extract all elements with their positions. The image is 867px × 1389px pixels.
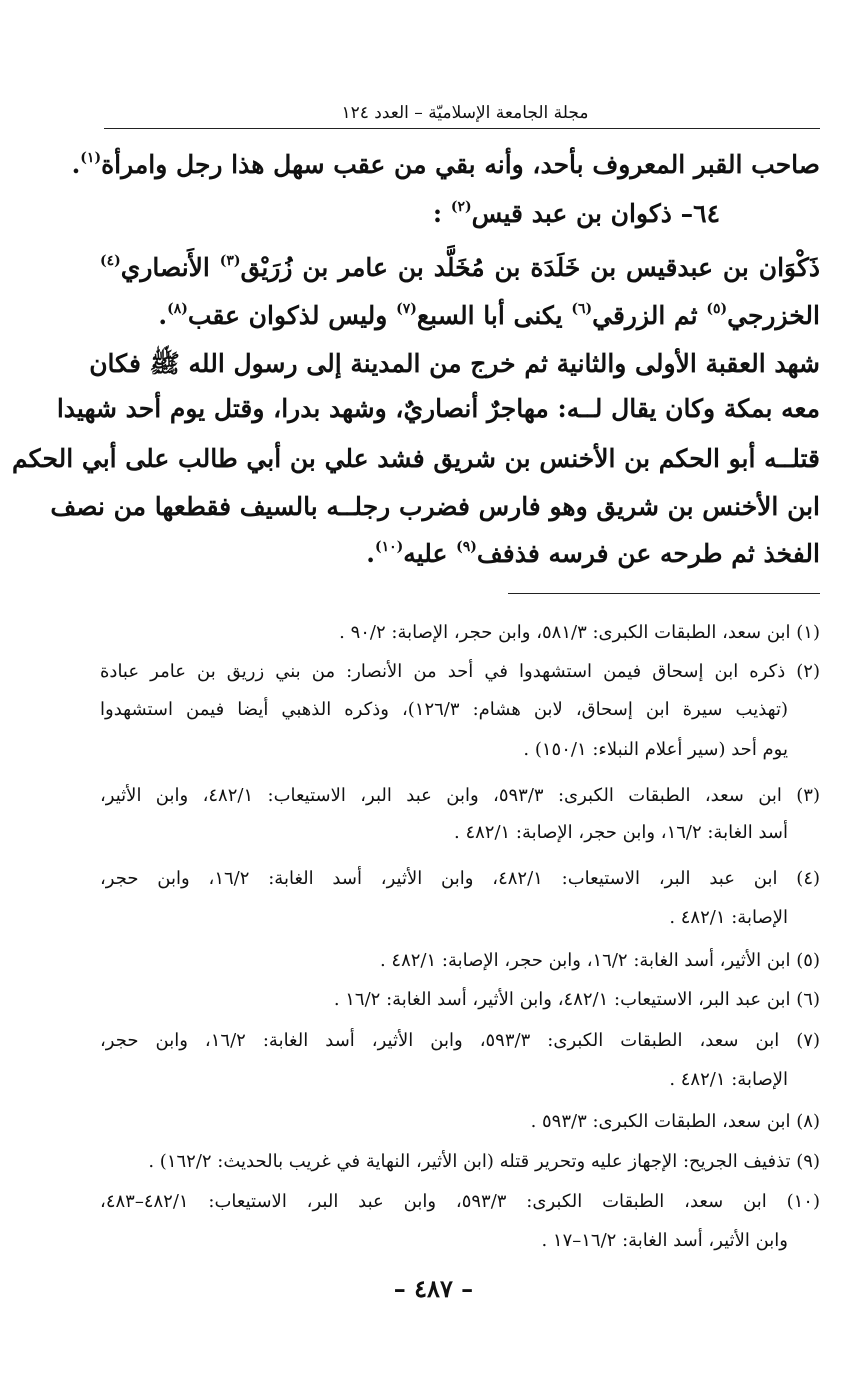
body-text: . — [71, 150, 81, 179]
footnote-7-cont: الإصابة: ٤٨٢/١ . — [669, 1069, 788, 1090]
footnote-ref-3: (٣) — [219, 252, 241, 269]
body-text: ذَكْوَان بن عبدقيس بن خَلَدَة بن مُخَلَّد بن عامر بن زُرَيْق — [240, 253, 820, 282]
footnote-separator — [508, 593, 820, 594]
footnote-4: (٤) ابن عبد البر، الاستيعاب: ٤٨٢/١، وابن الأثير، أسد الغابة: ١٦/٢، وابن حجر، — [100, 868, 821, 889]
footnote-ref-1: (١) — [80, 149, 102, 166]
header-rule — [104, 128, 820, 129]
footnote-ref-5: (٥) — [706, 300, 728, 317]
body-line-7: قتلــه أبو الحكم بن الأخنس بن شريق فشد علي بن أبي طالب على أبي الحكم — [12, 444, 820, 473]
footnote-10: (١٠) ابن سعد، الطبقات الكبرى: ٥٩٣/٣، وابن عبد البر، الاستيعاب: ٤٨٢/١–٤٨٣، — [100, 1191, 820, 1212]
body-line-4 — [100, 298, 820, 334]
body-line-6: معه بمكة وكان يقال لــه: مهاجرٌ أنصاريٌ، وشهد بدرا، وقتل يوم أحد شهيدا — [56, 394, 820, 423]
footnote-8: (٨) ابن سعد، الطبقات الكبرى: ٥٩٣/٣ . — [530, 1111, 820, 1132]
footnote-5: (٥) ابن الأثير، أسد الغابة: ١٦/٢، وابن حجر، الإصابة: ٤٨٢/١ . — [379, 950, 820, 971]
body-text: صاحب القبر المعروف بأحد، وأنه بقي من عقب سهل هذا رجل وامرأة — [101, 150, 820, 179]
footnote-ref-9: (٩) — [456, 538, 477, 555]
entry-title: ٦٤– ذكوان بن عبد قيس — [471, 199, 720, 228]
footnote-2-cont: (تهذيب سيرة ابن إسحاق، لابن هشام: ١٢٦/٣)، وذكره الذهبي أيضا فيمن استشهدوا — [100, 699, 788, 720]
body-line-9 — [100, 536, 820, 572]
body-text: الفخذ ثم طرحه عن فرسه فذفف — [476, 539, 820, 568]
body-text: الخزرجي — [727, 301, 820, 330]
body-text: . — [158, 301, 168, 330]
body-line-8: ابن الأخنس بن شريق وهو فارس فضرب رجلــه بالسيف فقطعها من نصف — [50, 492, 820, 521]
footnote-7: (٧) ابن سعد، الطبقات الكبرى: ٥٩٣/٣، وابن الأثير، أسد الغابة: ١٦/٢، وابن حجر، — [100, 1030, 820, 1051]
page-number: – ٤٨٧ – — [393, 1274, 474, 1303]
footnote-ref-8: (٨) — [167, 300, 188, 317]
body-line-5: شهد العقبة الأولى والثانية ثم خرج من المدينة إلى رسول الله ﷺ فكان — [89, 349, 820, 378]
footnote-ref-6: (٦) — [571, 300, 593, 317]
footnote-ref-4: (٤) — [100, 252, 121, 269]
footnote-1: (١) ابن سعد، الطبقات الكبرى: ٥٨١/٣، وابن حجر، الإصابة: ٩٠/٢ . — [339, 622, 820, 643]
body-text: الأَنصاري — [120, 253, 220, 282]
body-text: ثم الزرقي — [592, 301, 707, 330]
entry-heading — [100, 196, 820, 232]
body-text: يكنى أبا السبع — [416, 301, 572, 330]
body-line-3 — [100, 250, 820, 286]
footnote-3: (٣) ابن سعد، الطبقات الكبرى: ٥٩٣/٣، وابن عبد البر، الاستيعاب: ٤٨٢/١، وابن الأثير، — [100, 785, 820, 806]
footnote-4-cont: الإصابة: ٤٨٢/١ . — [669, 907, 788, 928]
body-text: وليس لذكوان عقب — [187, 301, 397, 330]
footnote-10-cont: وابن الأثير، أسد الغابة: ١٦/٢–١٧ . — [541, 1230, 788, 1251]
footnote-ref-7: (٧) — [396, 300, 417, 317]
footnote-3-cont: أسد الغابة: ١٦/٢، وابن حجر، الإصابة: ٤٨٢/١ . — [454, 822, 788, 843]
body-text: عليه — [403, 539, 457, 568]
running-header: مجلة الجامعة الإسلاميّة – العدد ١٢٤ — [341, 103, 589, 123]
footnote-ref-10: (١٠) — [374, 538, 404, 555]
footnote-2-cont: يوم أحد (سير أعلام النبلاء: ١٥٠/١) . — [523, 739, 788, 760]
body-text: : — [432, 199, 451, 228]
body-text: . — [366, 539, 375, 568]
body-line-1 — [71, 147, 820, 183]
footnote-9: (٩) تذفيف الجريح: الإجهاز عليه وتحرير قتله (ابن الأثير، النهاية في غريب بالحديث: ١٦٢/٢) . — [148, 1151, 820, 1172]
footnote-6: (٦) ابن عبد البر، الاستيعاب: ٤٨٢/١، وابن الأثير، أسد الغابة: ١٦/٢ . — [333, 989, 820, 1010]
footnote-ref-2: (٢) — [450, 198, 472, 215]
footnote-2: (٢) ذكره ابن إسحاق فيمن استشهدوا في أحد من الأنصار: من بني زريق بن عامر عبادة — [100, 661, 820, 682]
